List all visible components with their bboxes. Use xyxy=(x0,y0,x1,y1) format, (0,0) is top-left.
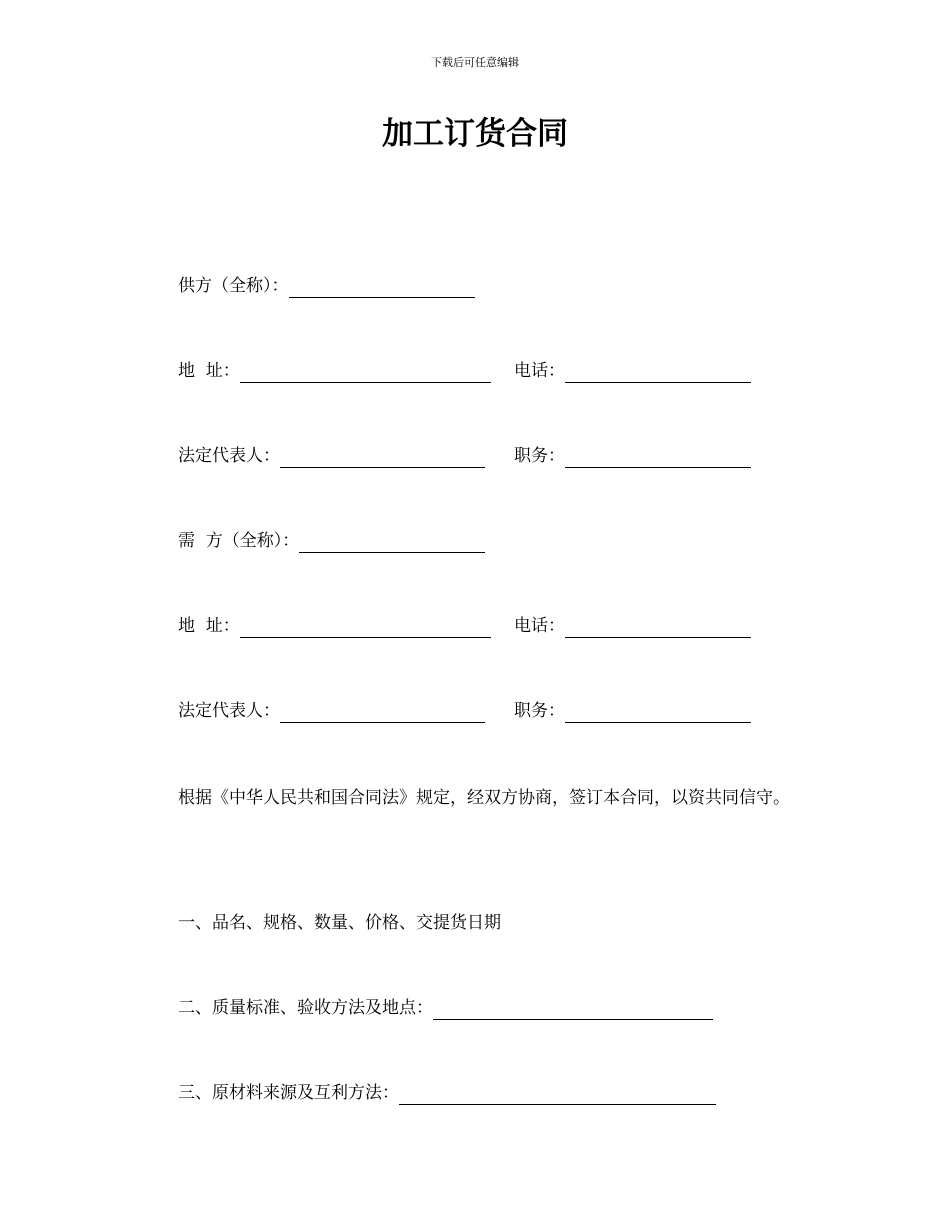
clause-2-label: 二、质量标准、验收方法及地点： xyxy=(178,998,433,1018)
supplier-name-field[interactable] xyxy=(289,278,475,298)
intro-paragraph: 根据《中华人民共和国合同法》规定，经双方协商，签订本合同，以资共同信守。 xyxy=(178,788,790,808)
supplier-rep-field[interactable] xyxy=(280,448,485,468)
buyer-position-row xyxy=(514,699,751,723)
header-note: 下载后可任意编辑 xyxy=(431,56,519,69)
buyer-name-label: 需 方（全称）： xyxy=(178,531,300,551)
clause-3 xyxy=(178,1081,716,1105)
supplier-position-field[interactable] xyxy=(565,448,751,468)
supplier-phone-field[interactable] xyxy=(565,363,751,383)
supplier-address-field[interactable] xyxy=(240,363,491,383)
buyer-address-row xyxy=(178,614,491,638)
clause-3-field[interactable] xyxy=(399,1085,716,1105)
clause-2-field[interactable] xyxy=(433,1000,713,1020)
contract-title: 加工订货合同 xyxy=(382,116,568,152)
supplier-rep-label: 法定代表人： xyxy=(178,446,280,466)
supplier-position-label: 职务： xyxy=(514,446,565,466)
buyer-phone-field[interactable] xyxy=(565,618,751,638)
buyer-position-field[interactable] xyxy=(565,703,751,723)
buyer-address-field[interactable] xyxy=(240,618,491,638)
buyer-position-label: 职务： xyxy=(514,701,565,721)
buyer-phone-label: 电话： xyxy=(514,616,565,636)
buyer-rep-row xyxy=(178,699,485,723)
clause-3-label: 三、原材料来源及互利方法： xyxy=(178,1083,399,1103)
supplier-address-row xyxy=(178,359,491,383)
supplier-phone-row xyxy=(514,359,751,383)
clause-2 xyxy=(178,996,713,1020)
buyer-rep-label: 法定代表人： xyxy=(178,701,280,721)
buyer-phone-row xyxy=(514,614,751,638)
clause-1 xyxy=(178,911,501,935)
buyer-address-label: 地 址： xyxy=(178,616,240,636)
supplier-name-label: 供方（全称）： xyxy=(178,276,289,296)
buyer-rep-field[interactable] xyxy=(280,703,485,723)
supplier-rep-row xyxy=(178,444,485,468)
clause-1-label: 一、品名、规格、数量、价格、交提货日期 xyxy=(178,913,501,933)
supplier-name-row xyxy=(178,274,475,298)
supplier-phone-label: 电话： xyxy=(514,361,565,381)
supplier-position-row xyxy=(514,444,751,468)
supplier-address-label: 地 址： xyxy=(178,361,240,381)
buyer-name-field[interactable] xyxy=(299,533,485,553)
buyer-name-row xyxy=(178,529,485,553)
